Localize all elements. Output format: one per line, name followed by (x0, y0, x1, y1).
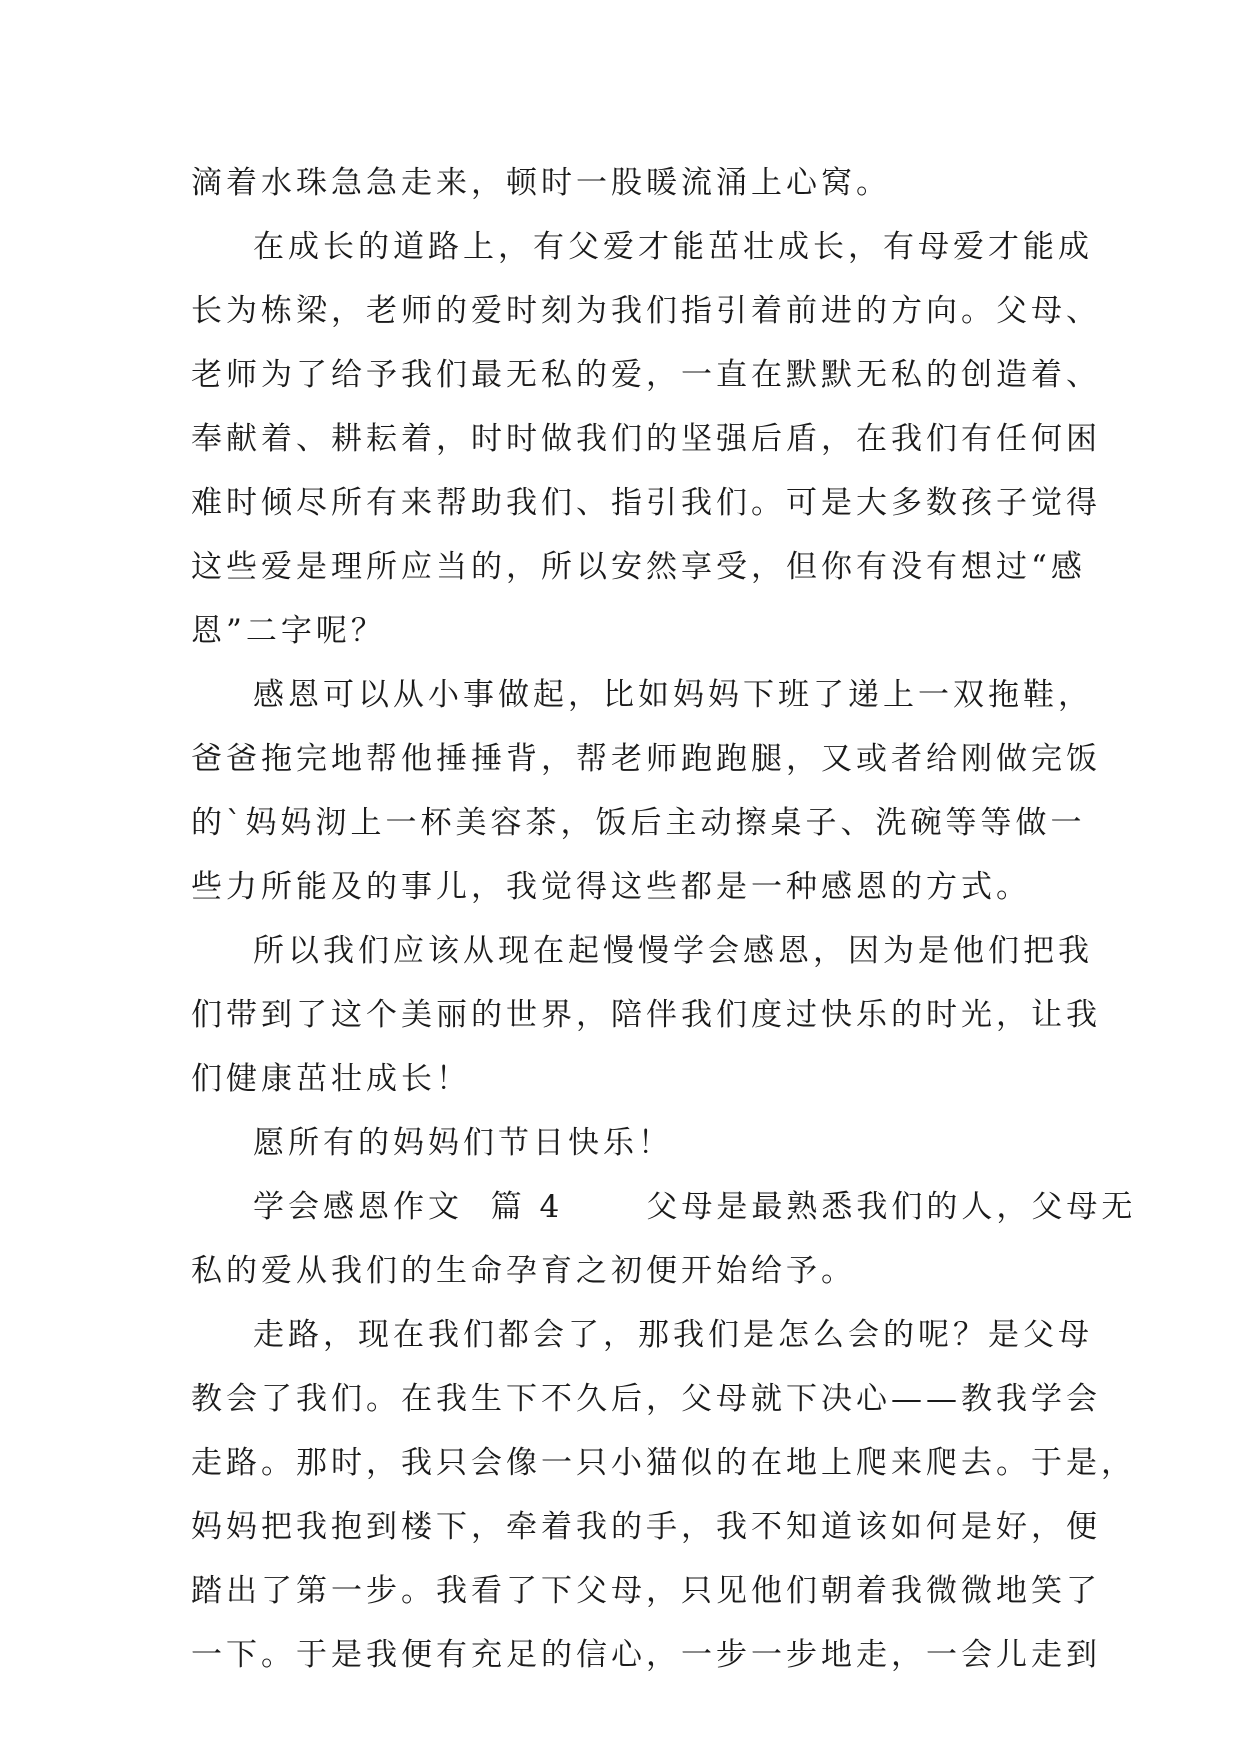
text-line: 奉献着、耕耘着，时时做我们的坚强后盾，在我们有任何困 (191, 421, 1101, 457)
text-line: 妈妈把我抱到楼下，牵着我的手，我不知道该如何是好，便 (191, 1509, 1101, 1545)
paragraph-first-line: 愿所有的妈妈们节日快乐！ (253, 1125, 673, 1161)
text-line: 恩”二字呢？ (191, 613, 386, 649)
text-line: 难时倾尽所有来帮助我们、指引我们。可是大多数孩子觉得 (191, 485, 1101, 521)
text-line: 爸爸拖完地帮他捶捶背，帮老师跑跑腿，又或者给刚做完饭 (191, 741, 1101, 777)
text-line: 老师为了给予我们最无私的爱，一直在默默无私的创造着、 (191, 357, 1101, 393)
paragraph-first-line: 在成长的道路上，有父爱才能茁壮成长，有母爱才能成 (253, 229, 1093, 265)
text-line: 们带到了这个美丽的世界，陪伴我们度过快乐的时光，让我 (191, 997, 1101, 1033)
text-line: 私的爱从我们的生命孕育之初便开始给予。 (191, 1253, 856, 1289)
section-heading-line: 学会感恩作文 篇 4 父母是最熟悉我们的人，父母无 (253, 1189, 1137, 1225)
paragraph-first-line: 感恩可以从小事做起，比如妈妈下班了递上一双拖鞋， (253, 677, 1093, 713)
text-line: 滴着水珠急急走来，顿时一股暖流涌上心窝。 (191, 165, 891, 201)
text-line: 们健康茁壮成长！ (191, 1061, 471, 1097)
text-line: 一下。于是我便有充足的信心，一步一步地走，一会儿走到 (191, 1637, 1101, 1673)
paragraph-first-line: 所以我们应该从现在起慢慢学会感恩，因为是他们把我 (253, 933, 1093, 969)
text-line: 教会了我们。在我生下不久后，父母就下决心——教我学会 (191, 1381, 1101, 1417)
text-line: 长为栋梁，老师的爱时刻为我们指引着前进的方向。父母、 (191, 293, 1101, 329)
text-line: 这些爱是理所应当的，所以安然享受，但你有没有想过“感 (191, 549, 1086, 585)
text-line: 踏出了第一步。我看了下父母，只见他们朝着我微微地笑了 (191, 1573, 1101, 1609)
text-line: 走路。那时，我只会像一只小猫似的在地上爬来爬去。于是， (191, 1445, 1136, 1481)
text-line: 些力所能及的事儿，我觉得这些都是一种感恩的方式。 (191, 869, 1031, 905)
paragraph-first-line: 走路，现在我们都会了，那我们是怎么会的呢？是父母 (253, 1317, 1093, 1353)
text-line: 的`妈妈沏上一杯美容茶，饭后主动擦桌子、洗碗等等做一 (191, 805, 1086, 841)
